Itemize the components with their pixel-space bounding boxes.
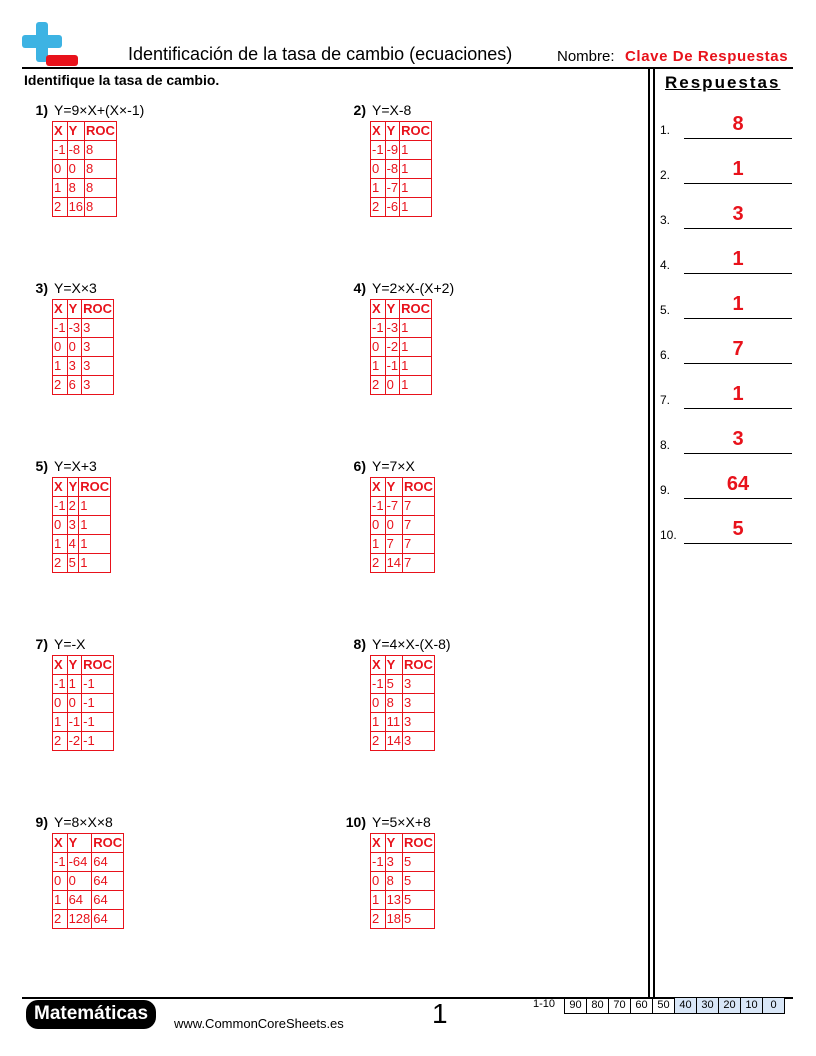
roc-table	[370, 477, 435, 573]
table-cell: -1	[53, 141, 68, 160]
table-header-row	[53, 122, 117, 141]
table-cell: -64	[67, 853, 92, 872]
table-row	[53, 198, 117, 217]
table-header-cell: Y	[67, 656, 82, 675]
table-cell: 3	[403, 713, 435, 732]
table-header-row	[371, 300, 432, 319]
table-row	[53, 891, 124, 910]
table-cell: 2	[53, 732, 68, 751]
table-cell: 8	[85, 198, 117, 217]
problem-number: 3)	[35, 280, 48, 296]
answer-row	[660, 369, 792, 409]
roc-table	[52, 655, 114, 751]
table-row	[53, 319, 114, 338]
table-header-cell: ROC	[92, 834, 124, 853]
table-row	[53, 535, 111, 554]
table-cell: 8	[385, 694, 402, 713]
answer-row	[660, 414, 792, 454]
table-cell: 3	[82, 357, 114, 376]
roc-table	[370, 655, 435, 751]
answer-row	[660, 144, 792, 184]
roc-table	[52, 299, 114, 395]
table-cell: 1	[371, 179, 386, 198]
table-header-row	[371, 834, 435, 853]
table-cell: 3	[82, 376, 114, 395]
problem-equation: Y=5×X+8	[372, 814, 431, 830]
answer-value: 8	[732, 113, 744, 135]
table-cell: 14	[385, 732, 402, 751]
table-cell: -1	[53, 319, 68, 338]
table-cell: 13	[385, 891, 402, 910]
score-box	[565, 997, 785, 1014]
table-row	[371, 732, 435, 751]
table-header-cell: X	[53, 122, 68, 141]
table-cell: 4	[67, 535, 79, 554]
table-cell: 64	[92, 872, 124, 891]
table-cell: 8	[85, 160, 117, 179]
table-row	[371, 853, 435, 872]
table-row	[371, 338, 432, 357]
answer-line	[684, 273, 792, 274]
table-cell: 0	[67, 694, 82, 713]
table-header-cell: ROC	[82, 300, 114, 319]
table-cell: 14	[385, 554, 402, 573]
answer-value: 1	[732, 293, 744, 315]
answer-row	[660, 504, 792, 544]
answer-value: 64	[726, 473, 750, 495]
answer-row	[660, 279, 792, 319]
table-cell: -1	[67, 713, 82, 732]
table-cell: -7	[385, 179, 400, 198]
answer-line	[684, 228, 792, 229]
table-cell: 3	[82, 338, 114, 357]
table-cell: -1	[82, 713, 114, 732]
table-cell: 2	[53, 376, 68, 395]
instructions: Identifique la tasa de cambio.	[24, 72, 220, 88]
table-cell: -2	[67, 732, 82, 751]
answer-value: 5	[732, 518, 744, 540]
table-cell: 1	[400, 338, 432, 357]
table-cell: 0	[371, 516, 386, 535]
table-cell: 2	[371, 910, 386, 929]
table-cell: 3	[67, 516, 79, 535]
table-row	[371, 535, 435, 554]
table-cell: 0	[67, 160, 84, 179]
score-cell: 90	[564, 997, 587, 1014]
table-cell: 1	[400, 179, 432, 198]
table-header-cell: X	[53, 300, 68, 319]
table-cell: -7	[385, 497, 402, 516]
answer-number: 4.	[660, 258, 671, 272]
problem-number: 4)	[353, 280, 366, 296]
table-header-cell: Y	[385, 834, 402, 853]
table-cell: -2	[385, 338, 400, 357]
table-cell: 0	[53, 694, 68, 713]
table-cell: 11	[385, 713, 402, 732]
table-cell: 0	[371, 694, 386, 713]
table-row	[371, 891, 435, 910]
plus-minus-logo-icon	[22, 22, 80, 68]
table-cell: 3	[403, 732, 435, 751]
table-header-cell: ROC	[400, 300, 432, 319]
table-header-cell: ROC	[403, 656, 435, 675]
table-header-row	[371, 478, 435, 497]
answer-row	[660, 99, 792, 139]
table-cell: 1	[67, 675, 82, 694]
table-row	[53, 179, 117, 198]
table-cell: 1	[79, 535, 111, 554]
table-row	[371, 713, 435, 732]
answer-line	[684, 498, 792, 499]
table-cell: 64	[92, 910, 124, 929]
table-row	[53, 910, 124, 929]
table-cell: -8	[67, 141, 84, 160]
answer-value: 1	[732, 158, 744, 180]
table-cell: 0	[67, 338, 82, 357]
table-row	[53, 554, 111, 573]
table-cell: 8	[67, 179, 84, 198]
table-header-cell: Y	[385, 656, 402, 675]
table-cell: 0	[385, 376, 400, 395]
table-row	[371, 141, 432, 160]
table-cell: 3	[385, 853, 402, 872]
roc-table	[52, 833, 124, 929]
table-cell: 1	[53, 713, 68, 732]
table-cell: 1	[371, 891, 386, 910]
table-cell: 5	[403, 891, 435, 910]
problem-number: 2)	[353, 102, 366, 118]
table-cell: -1	[82, 694, 114, 713]
table-header-cell: Y	[67, 122, 84, 141]
roc-table	[52, 477, 111, 573]
table-row	[371, 554, 435, 573]
table-header-cell: X	[371, 300, 386, 319]
answer-line	[684, 183, 792, 184]
roc-table	[370, 299, 432, 395]
table-cell: 0	[53, 872, 68, 891]
answer-number: 1.	[660, 123, 671, 137]
answer-value: 1	[732, 383, 744, 405]
table-cell: 0	[371, 872, 386, 891]
answer-number: 9.	[660, 483, 671, 497]
table-header-cell: X	[53, 656, 68, 675]
table-row	[53, 160, 117, 179]
table-row	[371, 497, 435, 516]
answer-number: 3.	[660, 213, 671, 227]
table-cell: -6	[385, 198, 400, 217]
table-cell: 3	[67, 357, 82, 376]
problem-number: 5)	[35, 458, 48, 474]
table-cell: 1	[53, 179, 68, 198]
problem-number: 6)	[353, 458, 366, 474]
answer-line	[684, 543, 792, 544]
table-header-row	[53, 656, 114, 675]
column-divider	[648, 69, 650, 997]
table-row	[53, 732, 114, 751]
table-cell: 3	[82, 319, 114, 338]
table-cell: 3	[403, 675, 435, 694]
answer-number: 10.	[660, 528, 677, 542]
table-cell: 1	[400, 357, 432, 376]
table-cell: -1	[53, 853, 68, 872]
answer-line	[684, 138, 792, 139]
answer-number: 8.	[660, 438, 671, 452]
table-cell: 7	[403, 497, 435, 516]
answer-number: 6.	[660, 348, 671, 362]
table-cell: 6	[67, 376, 82, 395]
name-value: Clave De Respuestas	[625, 48, 789, 65]
table-cell: -1	[53, 675, 68, 694]
table-header-cell: ROC	[400, 122, 432, 141]
problem-equation: Y=X+3	[54, 458, 97, 474]
table-cell: -1	[82, 732, 114, 751]
table-cell: 16	[67, 198, 84, 217]
table-header-row	[53, 300, 114, 319]
table-cell: 0	[53, 516, 68, 535]
table-cell: 1	[53, 891, 68, 910]
table-row	[53, 853, 124, 872]
table-cell: 2	[67, 497, 79, 516]
problem-equation: Y=X×3	[54, 280, 97, 296]
table-cell: 8	[385, 872, 402, 891]
table-row	[371, 319, 432, 338]
table-cell: 7	[403, 516, 435, 535]
table-row	[53, 376, 114, 395]
table-cell: 2	[371, 198, 386, 217]
table-cell: 1	[371, 713, 386, 732]
column-divider	[653, 69, 655, 997]
table-row	[371, 179, 432, 198]
table-cell: 1	[400, 376, 432, 395]
page-title: Identificación de la tasa de cambio (ecuaciones)	[128, 44, 513, 64]
table-row	[371, 160, 432, 179]
answer-value: 7	[732, 338, 744, 360]
table-cell: 1	[400, 160, 432, 179]
answer-number: 2.	[660, 168, 671, 182]
table-cell: 18	[385, 910, 402, 929]
table-row	[53, 713, 114, 732]
table-cell: 0	[67, 872, 92, 891]
table-header-row	[371, 122, 432, 141]
table-cell: 64	[67, 891, 92, 910]
table-row	[53, 338, 114, 357]
table-cell: 1	[79, 554, 111, 573]
table-header-cell: ROC	[82, 656, 114, 675]
problem-equation: Y=2×X-(X+2)	[372, 280, 455, 296]
score-cell: 20	[718, 997, 741, 1014]
table-header-row	[53, 478, 111, 497]
table-row	[53, 675, 114, 694]
table-cell: -8	[385, 160, 400, 179]
answer-number: 5.	[660, 303, 671, 317]
table-cell: -3	[385, 319, 400, 338]
table-header-cell: X	[371, 478, 386, 497]
answer-value: 1	[732, 248, 744, 270]
problem-equation: Y=8×X×8	[54, 814, 113, 830]
table-cell: 2	[53, 198, 68, 217]
problem-equation: Y=X-8	[372, 102, 412, 118]
roc-table	[52, 121, 117, 217]
table-cell: 2	[53, 910, 68, 929]
table-row	[371, 516, 435, 535]
table-header-cell: Y	[67, 834, 92, 853]
problem-equation: Y=9×X+(X×-1)	[54, 102, 145, 118]
table-cell: 7	[385, 535, 402, 554]
table-cell: 0	[53, 338, 68, 357]
table-cell: 8	[85, 179, 117, 198]
score-cell: 40	[674, 997, 697, 1014]
table-row	[371, 694, 435, 713]
name-label: Nombre:	[557, 48, 615, 65]
problem-equation: Y=7×X	[372, 458, 415, 474]
problem-number: 8)	[353, 636, 366, 652]
table-cell: 1	[79, 497, 111, 516]
table-cell: -1	[371, 853, 386, 872]
table-row	[371, 675, 435, 694]
answer-row	[660, 459, 792, 499]
table-header-cell: Y	[385, 478, 402, 497]
brand-badge: Matemáticas	[26, 1000, 156, 1029]
table-header-cell: Y	[385, 122, 400, 141]
table-cell: 1	[53, 357, 68, 376]
table-cell: 0	[385, 516, 402, 535]
page-number: 1	[432, 998, 448, 1029]
table-header-cell: Y	[67, 300, 82, 319]
answer-row	[660, 324, 792, 364]
table-cell: 0	[371, 338, 386, 357]
table-cell: 0	[53, 160, 68, 179]
table-cell: -1	[371, 141, 386, 160]
table-cell: 5	[67, 554, 79, 573]
table-cell: 5	[403, 853, 435, 872]
table-cell: 5	[385, 675, 402, 694]
answer-row	[660, 234, 792, 274]
answer-line	[684, 453, 792, 454]
table-cell: -1	[82, 675, 114, 694]
table-row	[53, 357, 114, 376]
answer-row	[660, 189, 792, 229]
answer-number: 7.	[660, 393, 671, 407]
table-header-row	[371, 656, 435, 675]
header-rule	[22, 67, 793, 69]
table-header-cell: ROC	[85, 122, 117, 141]
table-header-cell: X	[53, 478, 68, 497]
score-cell: 70	[608, 997, 631, 1014]
table-row	[371, 910, 435, 929]
table-header-cell: X	[371, 656, 386, 675]
problem-number: 9)	[35, 814, 48, 830]
table-cell: -3	[67, 319, 82, 338]
table-cell: 1	[400, 319, 432, 338]
answer-line	[684, 318, 792, 319]
table-row	[371, 357, 432, 376]
table-cell: 5	[403, 910, 435, 929]
table-cell: -1	[385, 357, 400, 376]
table-cell: 0	[371, 160, 386, 179]
table-header-cell: X	[371, 834, 386, 853]
table-cell: 2	[371, 732, 386, 751]
problem-equation: Y=-X	[54, 636, 86, 652]
table-cell: 1	[371, 535, 386, 554]
table-cell: 7	[403, 554, 435, 573]
table-header-row	[53, 834, 124, 853]
roc-table	[370, 121, 432, 217]
website-link[interactable]: www.CommonCoreSheets.es	[174, 1016, 344, 1031]
answer-line	[684, 363, 792, 364]
problem-number: 10)	[345, 814, 366, 830]
table-cell: 64	[92, 853, 124, 872]
table-header-cell: ROC	[403, 834, 435, 853]
table-cell: -1	[371, 319, 386, 338]
table-cell: 1	[400, 198, 432, 217]
answer-value: 3	[732, 428, 744, 450]
table-cell: 5	[403, 872, 435, 891]
table-header-cell: X	[371, 122, 386, 141]
answer-line	[684, 408, 792, 409]
problem-number: 1)	[35, 102, 48, 118]
score-cell: 80	[586, 997, 609, 1014]
table-cell: -1	[371, 675, 386, 694]
answer-value: 3	[732, 203, 744, 225]
table-cell: 3	[403, 694, 435, 713]
score-range: 1-10	[533, 998, 556, 1010]
table-row	[53, 694, 114, 713]
answers-title: Respuestas	[665, 73, 781, 92]
table-row	[53, 497, 111, 516]
table-row	[53, 872, 124, 891]
table-header-cell: ROC	[79, 478, 111, 497]
table-row	[371, 198, 432, 217]
score-cell: 60	[630, 997, 653, 1014]
table-row	[371, 872, 435, 891]
table-row	[53, 141, 117, 160]
table-cell: 1	[400, 141, 432, 160]
roc-table	[370, 833, 435, 929]
table-cell: 1	[79, 516, 111, 535]
table-row	[371, 376, 432, 395]
problem-number: 7)	[35, 636, 48, 652]
score-cell: 10	[740, 997, 763, 1014]
table-cell: 7	[403, 535, 435, 554]
table-cell: 64	[92, 891, 124, 910]
table-cell: -9	[385, 141, 400, 160]
table-cell: -1	[53, 497, 68, 516]
problem-equation: Y=4×X-(X-8)	[372, 636, 451, 652]
table-cell: 8	[85, 141, 117, 160]
table-header-cell: X	[53, 834, 68, 853]
table-header-cell: Y	[67, 478, 79, 497]
table-cell: 1	[371, 357, 386, 376]
table-cell: 2	[371, 554, 386, 573]
table-cell: -1	[371, 497, 386, 516]
table-row	[53, 516, 111, 535]
table-cell: 1	[53, 535, 68, 554]
table-header-cell: Y	[385, 300, 400, 319]
table-header-cell: ROC	[403, 478, 435, 497]
score-cell: 30	[696, 997, 719, 1014]
table-cell: 2	[371, 376, 386, 395]
table-cell: 2	[53, 554, 68, 573]
score-cell: 0	[762, 997, 785, 1014]
table-cell: 128	[67, 910, 92, 929]
score-cell: 50	[652, 997, 675, 1014]
